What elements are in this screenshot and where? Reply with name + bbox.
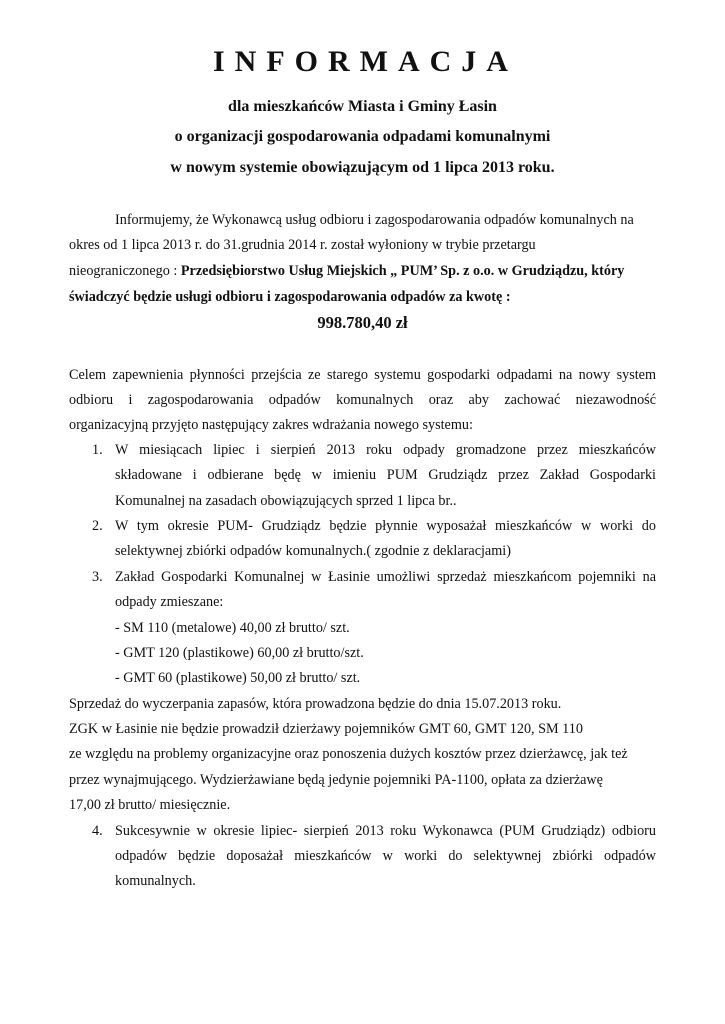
item-4-number: 4. <box>92 823 103 839</box>
item-3-price-gmt120: - GMT 120 (plastikowe) 60,00 zł brutto/szt. <box>115 645 364 661</box>
item-3-number: 3. <box>92 569 103 585</box>
para3-line-5: 17,00 zł brutto/ miesięcznie. <box>69 797 231 813</box>
contractor-name: Przedsiębiorstwo Usług Miejskich „ PUM’ Sp. z o.o. w Grudziądzu, który <box>180 263 625 279</box>
para2-line-1: Celem zapewnienia płynności przejścia ze starego systemu gospodarki odpadami na nowy system <box>69 367 656 383</box>
item-4-line-2: odpadów będzie doposażał mieszkańców w worki do selektywnej zbiórki odpadów <box>115 848 656 864</box>
subtitle-line-3: w nowym systemie obowiązującym od 1 lipca 2013 roku. <box>170 159 555 176</box>
intro-line-4: świadczyć będzie usługi odbioru i zagospodarowania odpadów za kwotę : <box>69 289 511 305</box>
intro-line-3-plain: nieograniczonego : <box>69 263 181 279</box>
para3-line-2: ZGK w Łasinie nie będzie prowadził dzierżawy pojemników GMT 60, GMT 120, SM 110 <box>69 721 583 737</box>
document-title: INFORMACJA <box>213 45 518 78</box>
item-3-line-1: Zakład Gospodarki Komunalnej w Łasinie umożliwi sprzedaż mieszkańcom pojemniki na <box>115 569 656 585</box>
para3-line-4: przez wynajmującego. Wydzierżawiane będą jedynie pojemniki PA-1100, opłata za dzierżawę <box>69 772 603 788</box>
item-1-number: 1. <box>92 442 103 458</box>
item-3-price-sm110: - SM 110 (metalowe) 40,00 zł brutto/ szt. <box>115 620 350 636</box>
intro-line-2: okres od 1 lipca 2013 r. do 31.grudnia 2014 r. został wyłoniony w trybie przetargu <box>69 237 536 253</box>
item-3-line-2: odpady zmieszane: <box>115 594 224 610</box>
subtitle-line-1: dla mieszkańców Miasta i Gminy Łasin <box>228 98 497 115</box>
para3-line-1: Sprzedaż do wyczerpania zapasów, która prowadzona będzie do dnia 15.07.2013 roku. <box>69 696 562 712</box>
contract-amount: 998.780,40 zł <box>317 313 408 332</box>
subtitle-line-2: o organizacji gospodarowania odpadami komunalnymi <box>174 128 551 145</box>
item-4-line-3: komunalnych. <box>115 873 196 889</box>
para2-line-2: odbioru i zagospodarowania odpadów komunalnych oraz aby zachować niezawodność <box>69 392 656 408</box>
para2-line-3: organizacyjną przyjęto następujący zakres wdrażania nowego systemu: <box>69 417 473 433</box>
intro-line-3 <box>69 262 624 280</box>
item-4-line-1: Sukcesywnie w okresie lipiec- sierpień 2013 roku Wykonawca (PUM Grudziądz) odbioru <box>115 823 656 839</box>
item-2-number: 2. <box>92 518 103 534</box>
intro-line-1: Informujemy, że Wykonawcą usług odbioru i zagospodarowania odpadów komunalnych na <box>115 212 634 228</box>
item-2-line-2: selektywnej zbiórki odpadów komunalnych.( zgodnie z deklaracjami) <box>115 543 511 559</box>
item-1-line-3: Komunalnej na zasadach obowiązujących sprzed 1 lipca br.. <box>115 493 457 509</box>
para3-line-3: ze względu na problemy organizacyjne oraz ponoszenia dużych kosztów przez dzierżawcę, jak też <box>69 746 628 762</box>
item-1-line-2: składowane i odbierane będę w imieniu PUM Grudziądz przez Zakład Gospodarki <box>115 467 656 483</box>
item-3-price-gmt60: - GMT 60 (plastikowe) 50,00 zł brutto/ szt. <box>115 670 361 686</box>
item-1-line-1: W miesiącach lipiec i sierpień 2013 roku odpady gromadzone przez mieszkańców <box>115 442 656 458</box>
item-2-line-1: W tym okresie PUM- Grudziądz będzie płynnie wyposażał mieszkańców w worki do <box>115 518 656 534</box>
